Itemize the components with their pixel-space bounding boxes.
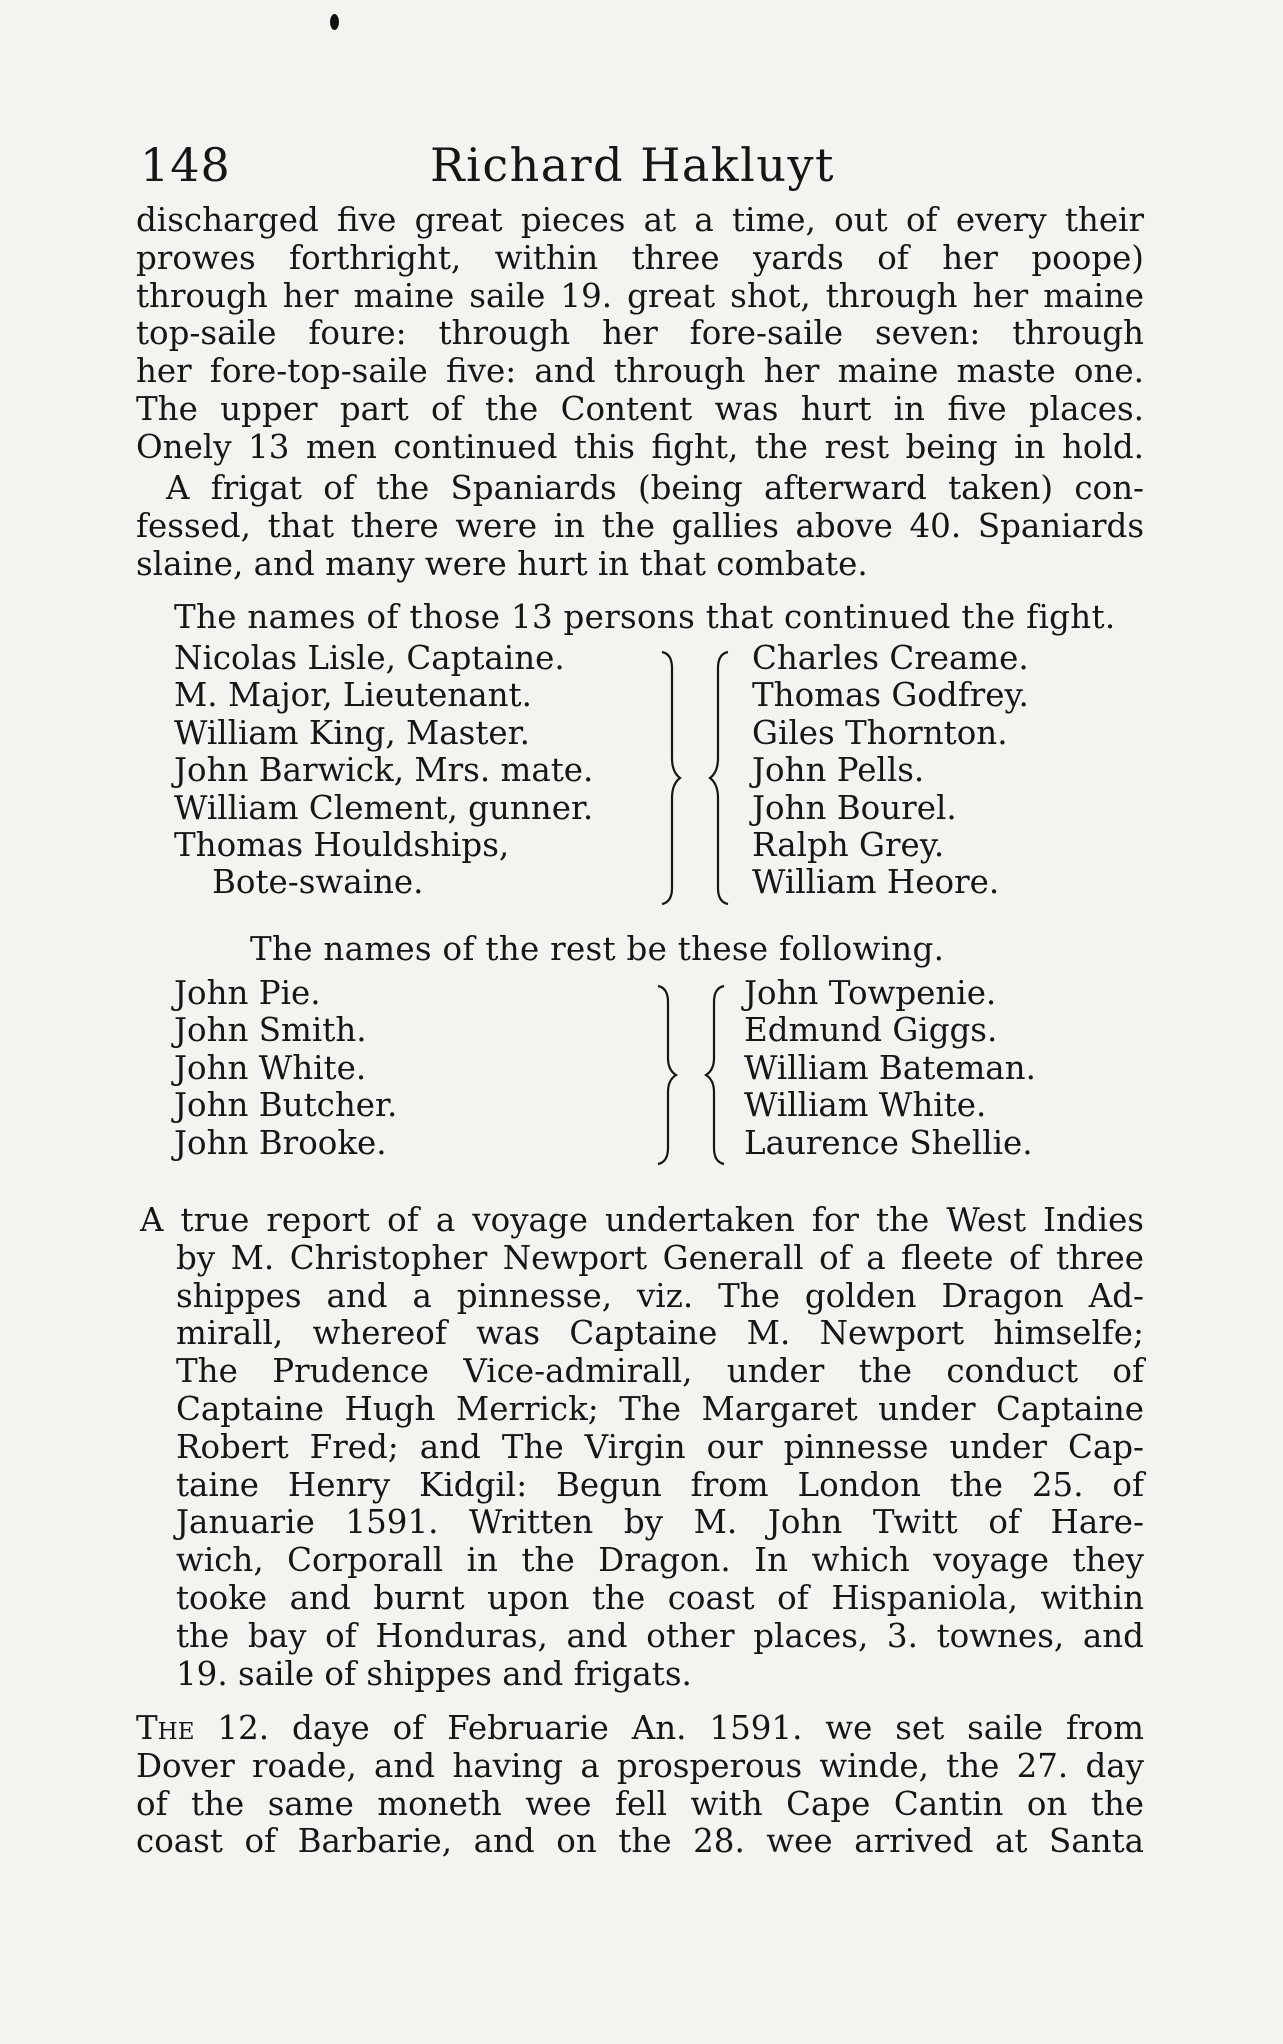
text-line: wich, Corporall in the Dragon. In which voyage they — [176, 1541, 1144, 1580]
roster-name: Charles Creame. — [752, 639, 1029, 677]
text-line: the bay of Honduras, and other places, 3. townes, and — [176, 1616, 1144, 1655]
opening-brace — [710, 652, 728, 904]
roster-name: Thomas Godfrey. — [752, 676, 1029, 715]
closing-brace — [662, 652, 680, 904]
text-line: A true report of a voyage undertaken for the West Indies — [140, 1201, 1144, 1239]
text-line: discharged five great pieces at a time, out of every their — [136, 201, 1144, 239]
roster-name: Giles Thornton. — [752, 713, 1008, 752]
opening-brace — [706, 986, 724, 1164]
text-line: Captaine Hugh Merrick; The Margaret under Captaine — [176, 1389, 1144, 1428]
roster-name: Nicolas Lisle, Captaine. — [174, 639, 565, 677]
roster-name: John Pells. — [752, 751, 925, 790]
roster-right-column — [752, 640, 1029, 902]
page-number: 148 — [140, 138, 231, 192]
roster-name: John Pie. — [174, 974, 321, 1012]
roster-left-column — [174, 640, 593, 902]
roster-name: John Bourel. — [752, 788, 957, 827]
text-line: through her maine saile 19. great shot, through her maine — [136, 276, 1144, 315]
report-heading — [140, 1202, 1144, 1693]
text-line-rest: 12. daye of Februarie An. 1591. we set saile from — [194, 1709, 1144, 1747]
text-line: taine Henry Kidgil: Begun from London the 25. of — [176, 1465, 1144, 1504]
text-line: The Prudence Vice-admirall, under the conduct of — [176, 1352, 1144, 1391]
roster-name: John Smith. — [174, 1011, 367, 1050]
text-line: slaine, and many were hurt in that combate. — [136, 544, 868, 583]
running-head: Richard Hakluyt — [430, 138, 835, 192]
text-line: coast of Barbarie, and on the 28. wee arrived at Santa — [136, 1822, 1144, 1861]
brace-pair-1 — [652, 648, 742, 908]
text-line: her fore-top-saile five: and through her maine maste one. — [136, 352, 1144, 391]
roster-name: John Brooke. — [174, 1123, 387, 1162]
roster-name: Edmund Giggs. — [744, 1011, 998, 1050]
ink-speck — [330, 14, 339, 30]
roster-name: Bote-swaine. — [212, 863, 424, 902]
roster-name: William Clement, gunner. — [174, 788, 594, 827]
text-line: prowes forthright, within three yards of her poope) — [136, 238, 1144, 277]
roster-right-column — [744, 975, 1036, 1162]
roster-title-rest: The names of the rest be these following. — [250, 930, 945, 968]
text-line: of the same moneth wee fell with Cape Cantin on the — [136, 1784, 1144, 1823]
closing-brace — [658, 986, 676, 1164]
text-line: fessed, that there were in the gallies above 40. Spaniards — [136, 506, 1144, 545]
text-line: top-saile foure: through her fore-saile seven: through — [136, 314, 1144, 353]
roster-left-column — [174, 975, 397, 1162]
text-line: Robert Fred; and The Virgin our pinnesse under Cap- — [176, 1427, 1144, 1466]
roster-name: William Heore. — [752, 863, 1000, 902]
roster-name: Ralph Grey. — [752, 826, 945, 865]
text-line: mirall, whereof was Captaine M. Newport himselfe; — [176, 1314, 1144, 1353]
paragraph-voyage-start — [136, 1710, 1144, 1861]
lead-word: The — [136, 1709, 195, 1747]
roster-name: John Towpenie. — [744, 974, 997, 1012]
brace-pair-2 — [648, 982, 738, 1168]
text-line: 19. saile of shippes and frigats. — [176, 1654, 692, 1693]
roster-title-fighters: The names of those 13 persons that continued the fight. — [174, 598, 1116, 636]
roster-name: M. Major, Lieutenant. — [174, 676, 532, 715]
text-line: shippes and a pinnesse, viz. The golden Dragon Ad- — [176, 1276, 1144, 1315]
roster-name: William White. — [744, 1086, 987, 1125]
text-line: Onely 13 men continued this fight, the rest being in hold. — [136, 427, 1144, 466]
roster-name: John Butcher. — [174, 1086, 398, 1125]
page-header — [140, 138, 1140, 198]
text-line: Januarie 1591. Written by M. John Twitt of Hare- — [176, 1503, 1144, 1542]
roster-name: Thomas Houldships, — [174, 826, 510, 865]
roster-name: John Barwick, Mrs. mate. — [174, 751, 594, 790]
roster-name: John White. — [174, 1048, 367, 1087]
text-line: by M. Christopher Newport Generall of a fleete of three — [176, 1238, 1144, 1277]
text-line: tooke and burnt upon the coast of Hispaniola, within — [176, 1578, 1144, 1617]
text-line — [136, 1710, 1144, 1748]
roster-name: William King, Master. — [174, 713, 530, 752]
roster-name: Laurence Shellie. — [744, 1123, 1033, 1162]
paragraph-battle-damage — [136, 202, 1144, 467]
text-line: A frigat of the Spaniards (being afterward taken) con- — [166, 469, 1144, 507]
paragraph-frigat — [136, 470, 1144, 583]
roster-name: William Bateman. — [744, 1048, 1036, 1087]
text-line: The upper part of the Content was hurt in five places. — [136, 389, 1144, 428]
text-line: Dover roade, and having a prosperous winde, the 27. day — [136, 1746, 1144, 1785]
